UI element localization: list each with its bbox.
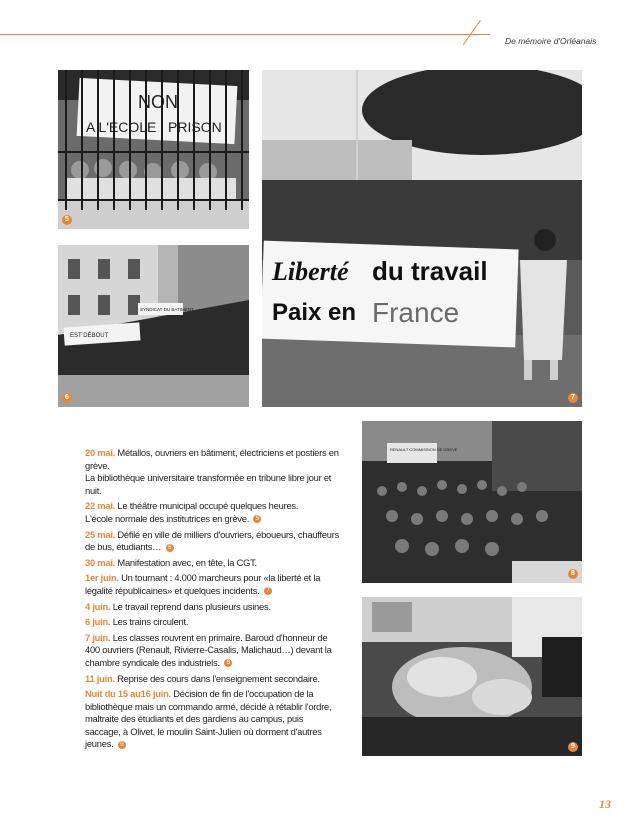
- photo-number-badge: 9: [568, 742, 578, 752]
- timeline-date: 6 juin.: [85, 616, 111, 628]
- timeline-date: 30 mai.: [85, 556, 116, 568]
- timeline-date: 22 mai.: [85, 500, 116, 512]
- photo-number-badge: 5: [62, 215, 72, 225]
- timeline-entry: [85, 557, 340, 570]
- svg-text:Liberté: Liberté: [272, 257, 349, 286]
- svg-text:A L'ECOLE . PRISON: A L'ECOLE . PRISON: [86, 119, 222, 135]
- timeline-date: 11 juin.: [85, 672, 115, 684]
- timeline-entry: [85, 616, 340, 629]
- photo-number-badge: 8: [568, 569, 578, 579]
- timeline-text: Défilé en ville de milliers d'ouvriers, éboueurs, chauffeurs de bus, étudiants…: [85, 528, 340, 553]
- photo-liberte-banner: [262, 70, 582, 407]
- timeline-text: Un tournant : 4.000 marcheurs pour «la liberté et la légalité républicaines» et quelques incidents.: [85, 572, 321, 596]
- timeline-date: 4 juin.: [85, 600, 111, 612]
- svg-text:NON: NON: [138, 92, 178, 112]
- timeline-text: Les classes rouvrent en primaire. Baroud d'honneur de 400 ouvriers (Renault, Rivierre-Casalis, Malichaud…) devant la chambre syndicale des industriels.: [85, 631, 332, 668]
- timeline-text: Le travail reprend dans plusieurs usines.: [112, 600, 271, 612]
- timeline-text: Métallos, ouvriers en bâtiment, électriciens et postiers en grève.: [85, 447, 339, 471]
- photo-number-badge: 6: [62, 393, 72, 403]
- timeline-text: Reprise des cours dans l'enseignement secondaire.: [117, 672, 320, 684]
- page-number: 13: [599, 797, 611, 811]
- photo-ref-badge[interactable]: 9: [118, 741, 126, 749]
- timeline-date: 7 juin.: [85, 631, 111, 643]
- photo-ref-badge[interactable]: 8: [224, 659, 232, 667]
- timeline-entry: [85, 673, 340, 686]
- timeline-date: 25 mai.: [85, 528, 116, 540]
- svg-text:SYNDICAT DU BATIMENT: SYNDICAT DU BATIMENT: [140, 307, 194, 312]
- photo-ref-badge[interactable]: 6: [166, 544, 174, 552]
- svg-text:EST DÉBOUT: EST DÉBOUT: [70, 333, 109, 339]
- timeline-text: Manifestation avec, en tête, la CGT.: [117, 556, 257, 568]
- timeline-entry: [85, 572, 340, 597]
- header-rule: [0, 34, 490, 35]
- timeline-text: Les trains circulent.: [112, 616, 189, 628]
- photo-ref-badge[interactable]: 7: [264, 587, 272, 595]
- svg-text:Paix en: Paix en: [272, 299, 357, 326]
- timeline: [85, 447, 340, 754]
- series-title: De mémoire d'Orléanais: [505, 36, 597, 46]
- timeline-entry: [85, 688, 340, 751]
- timeline-text: La bibliothèque universitaire transformée en tribune libre jour et nuit.: [85, 472, 332, 496]
- svg-text:France: France: [372, 297, 460, 328]
- timeline-date: Nuit du 15 au16 juin.: [85, 688, 171, 700]
- timeline-date: 1er juin.: [85, 572, 119, 584]
- timeline-text: L'école normale des institutrices en grève.: [85, 512, 250, 524]
- timeline-entry: [85, 601, 340, 614]
- photo-number-badge: 7: [568, 393, 578, 403]
- photo-street-march: [58, 245, 249, 407]
- photo-ref-badge[interactable]: 5: [253, 515, 261, 523]
- timeline-text: Le théâtre municipal occupé quelques heures.: [117, 500, 299, 512]
- timeline-text: Décision de fin de l'occupation de la bibliothèque mais un commando armé, décidé à rétablir l'ordre, maltraite des étudiants et des gardiens au campus, puis saccage, à Olivet, le moulin Saint-Julien où dorment d'autres jeunes.: [85, 688, 332, 750]
- timeline-entry: [85, 500, 340, 525]
- header-rule-angle: [463, 20, 481, 45]
- svg-text:du travail: du travail: [372, 256, 488, 286]
- timeline-date: 20 mai.: [85, 447, 116, 458]
- timeline-entry: [85, 632, 340, 670]
- photo-workers-crowd: [362, 421, 582, 583]
- svg-text:RENAULT COMMISSION DE GREVE: RENAULT COMMISSION DE GREVE: [390, 447, 458, 452]
- timeline-entry: [85, 529, 340, 554]
- photo-ransacked-room: [362, 597, 582, 756]
- photo-students-behind-gate: [58, 70, 249, 229]
- timeline-entry: [85, 447, 340, 497]
